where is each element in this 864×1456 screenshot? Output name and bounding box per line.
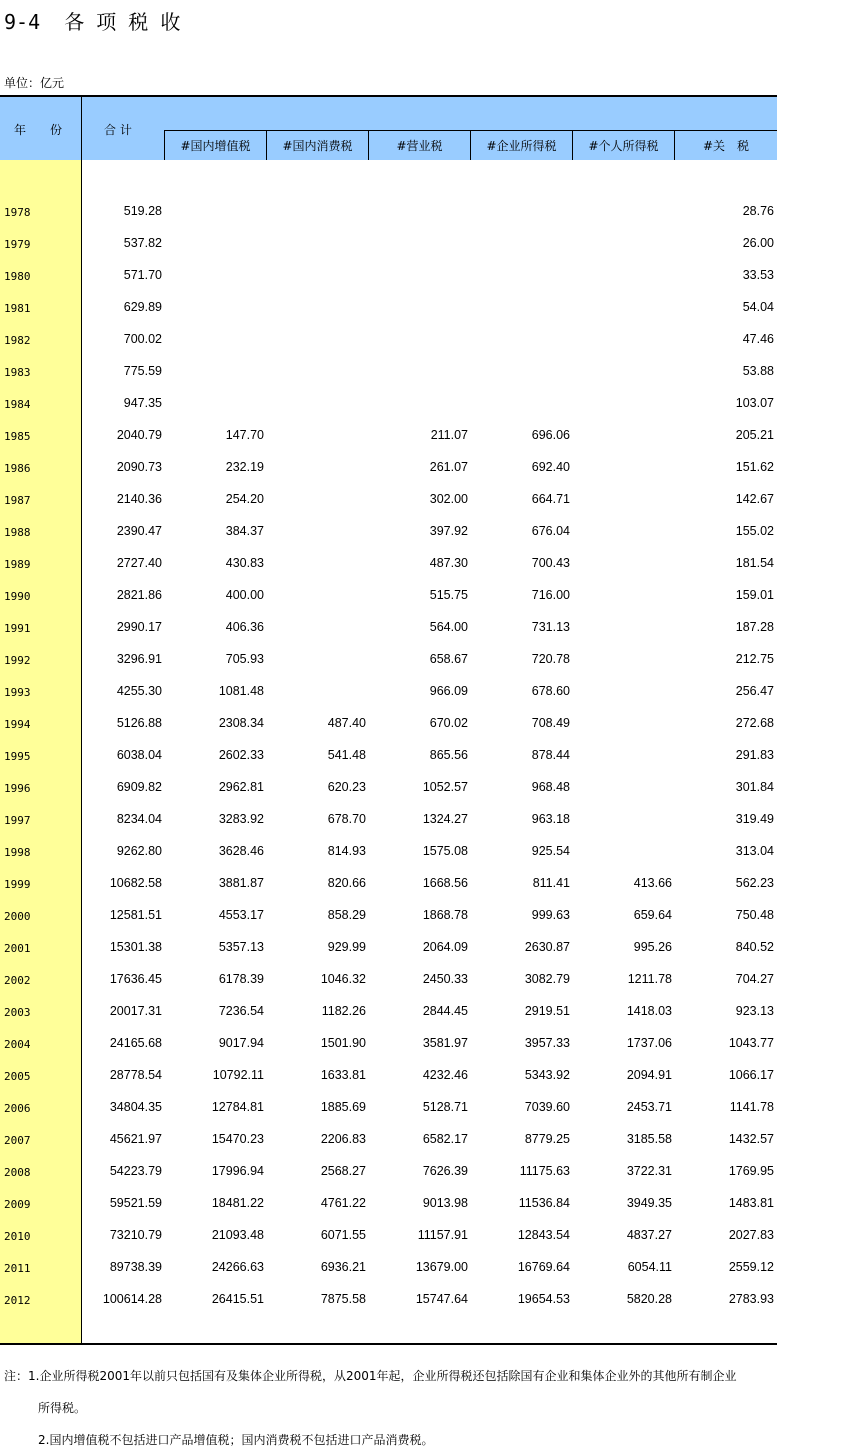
- cell-vat: 1081.48: [218, 684, 264, 698]
- cell-vat: 9017.94: [218, 1036, 264, 1050]
- cell-corporate: 678.60: [531, 684, 570, 698]
- cell-vat: 2602.33: [218, 748, 264, 762]
- cell-personal: 659.64: [633, 908, 672, 922]
- cell-consumption: 487.40: [327, 716, 366, 730]
- cell-total: 9262.80: [116, 844, 162, 858]
- cell-total: 3296.91: [116, 652, 162, 666]
- cell-consumption: 1633.81: [320, 1068, 366, 1082]
- table-row: [0, 1216, 777, 1248]
- cell-total: 775.59: [123, 364, 162, 378]
- cell-corporate: 11536.84: [518, 1196, 570, 1210]
- cell-consumption: 2568.27: [320, 1164, 366, 1178]
- row-year: 1981: [4, 302, 31, 315]
- cell-vat: 15470.23: [211, 1132, 264, 1146]
- cell-customs: 272.68: [735, 716, 774, 730]
- cell-vat: 430.83: [225, 556, 264, 570]
- row-year: 2001: [4, 942, 31, 955]
- cell-corporate: 7039.60: [524, 1100, 570, 1114]
- cell-corporate: 5343.92: [524, 1068, 570, 1082]
- cell-total: 537.82: [123, 236, 162, 250]
- cell-customs: 142.67: [735, 492, 774, 506]
- cell-total: 519.28: [123, 204, 162, 218]
- cell-corporate: 16769.64: [517, 1260, 570, 1274]
- row-year: 1987: [4, 494, 31, 507]
- table-row: [0, 800, 777, 832]
- cell-total: 45621.97: [109, 1132, 162, 1146]
- cell-total: 2040.79: [116, 428, 162, 442]
- cell-business: 397.92: [429, 524, 468, 538]
- cell-customs: 103.07: [735, 396, 774, 410]
- table-row: [0, 608, 777, 640]
- table-row: [0, 416, 777, 448]
- cell-vat: 5357.13: [218, 940, 264, 954]
- table-row: [0, 288, 777, 320]
- cell-consumption: 2206.83: [320, 1132, 366, 1146]
- cell-total: 17636.45: [109, 972, 162, 986]
- cell-total: 24165.68: [109, 1036, 162, 1050]
- cell-consumption: 1501.90: [320, 1036, 366, 1050]
- header-business: #营业税: [368, 130, 470, 160]
- row-year: 1980: [4, 270, 31, 283]
- cell-business: 2064.09: [422, 940, 468, 954]
- cell-business: 11157.91: [417, 1228, 468, 1242]
- cell-customs: 750.48: [735, 908, 774, 922]
- cell-total: 2090.73: [116, 460, 162, 474]
- table-row: [0, 1088, 777, 1120]
- table-row: [0, 1184, 777, 1216]
- cell-business: 966.09: [429, 684, 468, 698]
- row-year: 1991: [4, 622, 31, 635]
- cell-personal: 2094.91: [626, 1068, 672, 1082]
- table-row: [0, 736, 777, 768]
- cell-total: 6038.04: [116, 748, 162, 762]
- cell-customs: 151.62: [735, 460, 774, 474]
- table-row: [0, 704, 777, 736]
- cell-corporate: 8779.25: [524, 1132, 570, 1146]
- cell-business: 670.02: [429, 716, 468, 730]
- table-row: [0, 1248, 777, 1280]
- cell-total: 5126.88: [116, 716, 162, 730]
- cell-customs: 1066.17: [728, 1068, 774, 1082]
- cell-vat: 24266.63: [211, 1260, 264, 1274]
- row-year: 2006: [4, 1102, 31, 1115]
- row-year: 1985: [4, 430, 31, 443]
- cell-total: 2990.17: [116, 620, 162, 634]
- row-year: 1990: [4, 590, 31, 603]
- cell-total: 15301.38: [109, 940, 162, 954]
- row-year: 2009: [4, 1198, 31, 1211]
- cell-customs: 1043.77: [728, 1036, 774, 1050]
- cell-vat: 21093.48: [211, 1228, 264, 1242]
- cell-consumption: 678.70: [327, 812, 366, 826]
- cell-business: 6582.17: [422, 1132, 468, 1146]
- cell-consumption: 1885.69: [320, 1100, 366, 1114]
- cell-corporate: 716.00: [531, 588, 570, 602]
- cell-personal: 1737.06: [626, 1036, 672, 1050]
- table-row: [0, 224, 777, 256]
- cell-total: 20017.31: [109, 1004, 162, 1018]
- cell-personal: 4837.27: [626, 1228, 672, 1242]
- cell-total: 89738.39: [109, 1260, 162, 1274]
- row-year: 1992: [4, 654, 31, 667]
- cell-business: 1052.57: [422, 780, 468, 794]
- cell-vat: 6178.39: [218, 972, 264, 986]
- cell-personal: 3722.31: [626, 1164, 672, 1178]
- cell-vat: 2308.34: [218, 716, 264, 730]
- cell-corporate: 968.48: [531, 780, 570, 794]
- cell-total: 629.89: [123, 300, 162, 314]
- row-year: 1993: [4, 686, 31, 699]
- cell-vat: 384.37: [225, 524, 264, 538]
- cell-vat: 254.20: [225, 492, 264, 506]
- cell-customs: 212.75: [735, 652, 774, 666]
- table-row: [0, 544, 777, 576]
- cell-corporate: 963.18: [531, 812, 570, 826]
- row-year: 2008: [4, 1166, 31, 1179]
- cell-consumption: 541.48: [327, 748, 366, 762]
- cell-total: 28778.54: [109, 1068, 162, 1082]
- cell-personal: 3185.58: [626, 1132, 672, 1146]
- row-year: 1995: [4, 750, 31, 763]
- header-personal: #个人所得税: [572, 130, 674, 160]
- row-year: 1983: [4, 366, 31, 379]
- cell-total: 2821.86: [116, 588, 162, 602]
- cell-business: 261.07: [429, 460, 468, 474]
- cell-total: 2727.40: [116, 556, 162, 570]
- page-title: 9-4 各 项 税 收: [4, 10, 181, 34]
- row-year: 1984: [4, 398, 31, 411]
- cell-corporate: 720.78: [531, 652, 570, 666]
- cell-total: 947.35: [123, 396, 162, 410]
- cell-business: 9013.98: [422, 1196, 468, 1210]
- cell-business: 5128.71: [422, 1100, 468, 1114]
- cell-corporate: 700.43: [531, 556, 570, 570]
- cell-vat: 232.19: [225, 460, 264, 474]
- cell-consumption: 814.93: [327, 844, 366, 858]
- cell-corporate: 664.71: [531, 492, 570, 506]
- cell-business: 865.56: [429, 748, 468, 762]
- row-year: 1998: [4, 846, 31, 859]
- cell-customs: 562.23: [735, 876, 774, 890]
- table-row: [0, 928, 777, 960]
- header-consumption: #国内消费税: [266, 130, 368, 160]
- cell-business: 3581.97: [422, 1036, 468, 1050]
- cell-customs: 319.49: [735, 812, 774, 826]
- cell-corporate: 731.13: [531, 620, 570, 634]
- header-vat: #国内增值税: [164, 130, 266, 160]
- table-row: [0, 1152, 777, 1184]
- row-year: 2011: [4, 1262, 31, 1275]
- table-row: [0, 832, 777, 864]
- cell-vat: 147.70: [225, 428, 264, 442]
- cell-customs: 33.53: [742, 268, 774, 282]
- table-row: [0, 1056, 777, 1088]
- cell-consumption: 1182.26: [321, 1004, 366, 1018]
- row-year: 1982: [4, 334, 31, 347]
- cell-vat: 3283.92: [218, 812, 264, 826]
- cell-vat: 4553.17: [218, 908, 264, 922]
- row-year: 1986: [4, 462, 31, 475]
- row-year: 1997: [4, 814, 31, 827]
- cell-vat: 26415.51: [211, 1292, 264, 1306]
- row-year: 2010: [4, 1230, 31, 1243]
- cell-customs: 1483.81: [728, 1196, 774, 1210]
- cell-vat: 18481.22: [211, 1196, 264, 1210]
- table-row: [0, 640, 777, 672]
- row-year: 2012: [4, 1294, 31, 1307]
- cell-vat: 406.36: [225, 620, 264, 634]
- table-row: [0, 512, 777, 544]
- cell-total: 4255.30: [116, 684, 162, 698]
- cell-consumption: 6936.21: [320, 1260, 366, 1274]
- table-row: [0, 768, 777, 800]
- cell-customs: 313.04: [735, 844, 774, 858]
- cell-vat: 10792.11: [212, 1068, 264, 1082]
- cell-total: 100614.28: [102, 1292, 162, 1306]
- row-year: 1978: [4, 206, 31, 219]
- cell-customs: 2559.12: [728, 1260, 774, 1274]
- cell-corporate: 925.54: [531, 844, 570, 858]
- cell-business: 1868.78: [422, 908, 468, 922]
- row-year: 2007: [4, 1134, 31, 1147]
- cell-business: 15747.64: [415, 1292, 468, 1306]
- cell-customs: 187.28: [735, 620, 774, 634]
- table-row: [0, 448, 777, 480]
- cell-business: 515.75: [429, 588, 468, 602]
- cell-business: 1575.08: [422, 844, 468, 858]
- cell-corporate: 999.63: [531, 908, 570, 922]
- row-year: 2005: [4, 1070, 31, 1083]
- cell-business: 487.30: [429, 556, 468, 570]
- cell-consumption: 6071.55: [320, 1228, 366, 1242]
- table-row: [0, 1024, 777, 1056]
- cell-customs: 2783.93: [728, 1292, 774, 1306]
- header-corporate: #企业所得税: [470, 130, 572, 160]
- cell-customs: 159.01: [735, 588, 774, 602]
- cell-vat: 2962.81: [218, 780, 264, 794]
- cell-personal: 413.66: [633, 876, 672, 890]
- cell-customs: 26.00: [742, 236, 774, 250]
- cell-customs: 704.27: [735, 972, 774, 986]
- cell-customs: 923.13: [735, 1004, 774, 1018]
- note-1-cont: 所得税。: [38, 1401, 87, 1415]
- cell-consumption: 820.66: [327, 876, 366, 890]
- header-customs: #关 税: [674, 130, 777, 160]
- note-2: 2.国内增值税不包括进口产品增值税；国内消费税不包括进口产品消费税。: [38, 1433, 434, 1447]
- cell-corporate: 811.41: [532, 876, 570, 890]
- row-year: 1989: [4, 558, 31, 571]
- header-total: 合 计: [104, 123, 132, 137]
- cell-total: 54223.79: [109, 1164, 162, 1178]
- table-row: [0, 864, 777, 896]
- cell-business: 1324.27: [422, 812, 468, 826]
- cell-customs: 181.54: [735, 556, 774, 570]
- table-row: [0, 320, 777, 352]
- cell-business: 211.07: [430, 428, 468, 442]
- table-row: [0, 576, 777, 608]
- cell-customs: 1141.78: [729, 1100, 774, 1114]
- table-header: [0, 95, 777, 160]
- cell-business: 2844.45: [422, 1004, 468, 1018]
- header-year-label: 年 份: [14, 123, 63, 137]
- cell-vat: 17996.94: [211, 1164, 264, 1178]
- cell-total: 10682.58: [109, 876, 162, 890]
- cell-customs: 1432.57: [728, 1132, 774, 1146]
- cell-business: 7626.39: [422, 1164, 468, 1178]
- cell-total: 59521.59: [109, 1196, 162, 1210]
- table-row: [0, 896, 777, 928]
- cell-customs: 54.04: [742, 300, 774, 314]
- cell-customs: 2027.83: [728, 1228, 774, 1242]
- cell-total: 73210.79: [109, 1228, 162, 1242]
- cell-customs: 291.83: [735, 748, 774, 762]
- cell-customs: 53.88: [742, 364, 774, 378]
- cell-corporate: 878.44: [531, 748, 570, 762]
- cell-vat: 705.93: [225, 652, 264, 666]
- cell-business: 302.00: [429, 492, 468, 506]
- cell-consumption: 929.99: [327, 940, 366, 954]
- table-row: [0, 1280, 777, 1312]
- cell-customs: 256.47: [735, 684, 774, 698]
- cell-personal: 995.26: [633, 940, 672, 954]
- table-row: [0, 672, 777, 704]
- cell-total: 8234.04: [116, 812, 162, 826]
- cell-personal: 3949.35: [626, 1196, 672, 1210]
- cell-corporate: 696.06: [531, 428, 570, 442]
- cell-business: 13679.00: [415, 1260, 468, 1274]
- cell-personal: 6054.11: [627, 1260, 672, 1274]
- cell-business: 2450.33: [422, 972, 468, 986]
- row-year: 1996: [4, 782, 31, 795]
- table-row: [0, 352, 777, 384]
- cell-corporate: 3957.33: [524, 1036, 570, 1050]
- cell-business: 658.67: [429, 652, 468, 666]
- cell-vat: 400.00: [225, 588, 264, 602]
- cell-customs: 28.76: [742, 204, 774, 218]
- cell-personal: 1418.03: [626, 1004, 672, 1018]
- cell-corporate: 692.40: [531, 460, 570, 474]
- cell-vat: 12784.81: [211, 1100, 264, 1114]
- cell-vat: 3628.46: [218, 844, 264, 858]
- cell-total: 12581.51: [109, 908, 162, 922]
- cell-total: 571.70: [123, 268, 162, 282]
- cell-customs: 1769.95: [728, 1164, 774, 1178]
- cell-personal: 1211.78: [627, 972, 672, 986]
- cell-customs: 155.02: [735, 524, 774, 538]
- row-year: 2002: [4, 974, 31, 987]
- table-row: [0, 256, 777, 288]
- cell-corporate: 2919.51: [524, 1004, 570, 1018]
- cell-corporate: 19654.53: [517, 1292, 570, 1306]
- cell-total: 34804.35: [109, 1100, 162, 1114]
- cell-corporate: 12843.54: [517, 1228, 570, 1242]
- cell-customs: 840.52: [735, 940, 774, 954]
- cell-total: 2140.36: [116, 492, 162, 506]
- cell-total: 700.02: [123, 332, 162, 346]
- cell-corporate: 708.49: [531, 716, 570, 730]
- cell-consumption: 4761.22: [320, 1196, 366, 1210]
- table-row: [0, 960, 777, 992]
- table-row: [0, 192, 777, 224]
- cell-corporate: 3082.79: [524, 972, 570, 986]
- cell-consumption: 620.23: [327, 780, 366, 794]
- row-year: 1994: [4, 718, 31, 731]
- cell-personal: 5820.28: [626, 1292, 672, 1306]
- cell-business: 4232.46: [422, 1068, 468, 1082]
- cell-business: 564.00: [429, 620, 468, 634]
- notes: [4, 1360, 804, 1456]
- cell-customs: 205.21: [735, 428, 774, 442]
- row-year: 1979: [4, 238, 31, 251]
- cell-consumption: 1046.32: [320, 972, 366, 986]
- table-row: [0, 992, 777, 1024]
- cell-corporate: 676.04: [531, 524, 570, 538]
- row-year: 2000: [4, 910, 31, 923]
- table-row: [0, 384, 777, 416]
- row-year: 2003: [4, 1006, 31, 1019]
- row-year: 1988: [4, 526, 31, 539]
- cell-customs: 47.46: [742, 332, 774, 346]
- row-year: 1999: [4, 878, 31, 891]
- note-1: 注：1.企业所得税2001年以前只包括国有及集体企业所得税，从2001年起，企业所得税还包括除国有企业和集体企业外的其他所有制企业: [4, 1369, 737, 1383]
- cell-personal: 2453.71: [626, 1100, 672, 1114]
- cell-total: 6909.82: [116, 780, 162, 794]
- header-year: [0, 97, 82, 160]
- unit-label: 单位：亿元: [4, 76, 65, 90]
- cell-business: 1668.56: [422, 876, 468, 890]
- cell-vat: 7236.54: [218, 1004, 264, 1018]
- cell-vat: 3881.87: [218, 876, 264, 890]
- tax-table: [0, 95, 777, 1344]
- cell-total: 2390.47: [116, 524, 162, 538]
- cell-corporate: 11175.63: [519, 1164, 570, 1178]
- cell-consumption: 7875.58: [320, 1292, 366, 1306]
- row-year: 2004: [4, 1038, 31, 1051]
- cell-consumption: 858.29: [327, 908, 366, 922]
- cell-customs: 301.84: [735, 780, 774, 794]
- table-row: [0, 1120, 777, 1152]
- table-row: [0, 480, 777, 512]
- cell-corporate: 2630.87: [524, 940, 570, 954]
- table-bottom-rule: [0, 1343, 777, 1345]
